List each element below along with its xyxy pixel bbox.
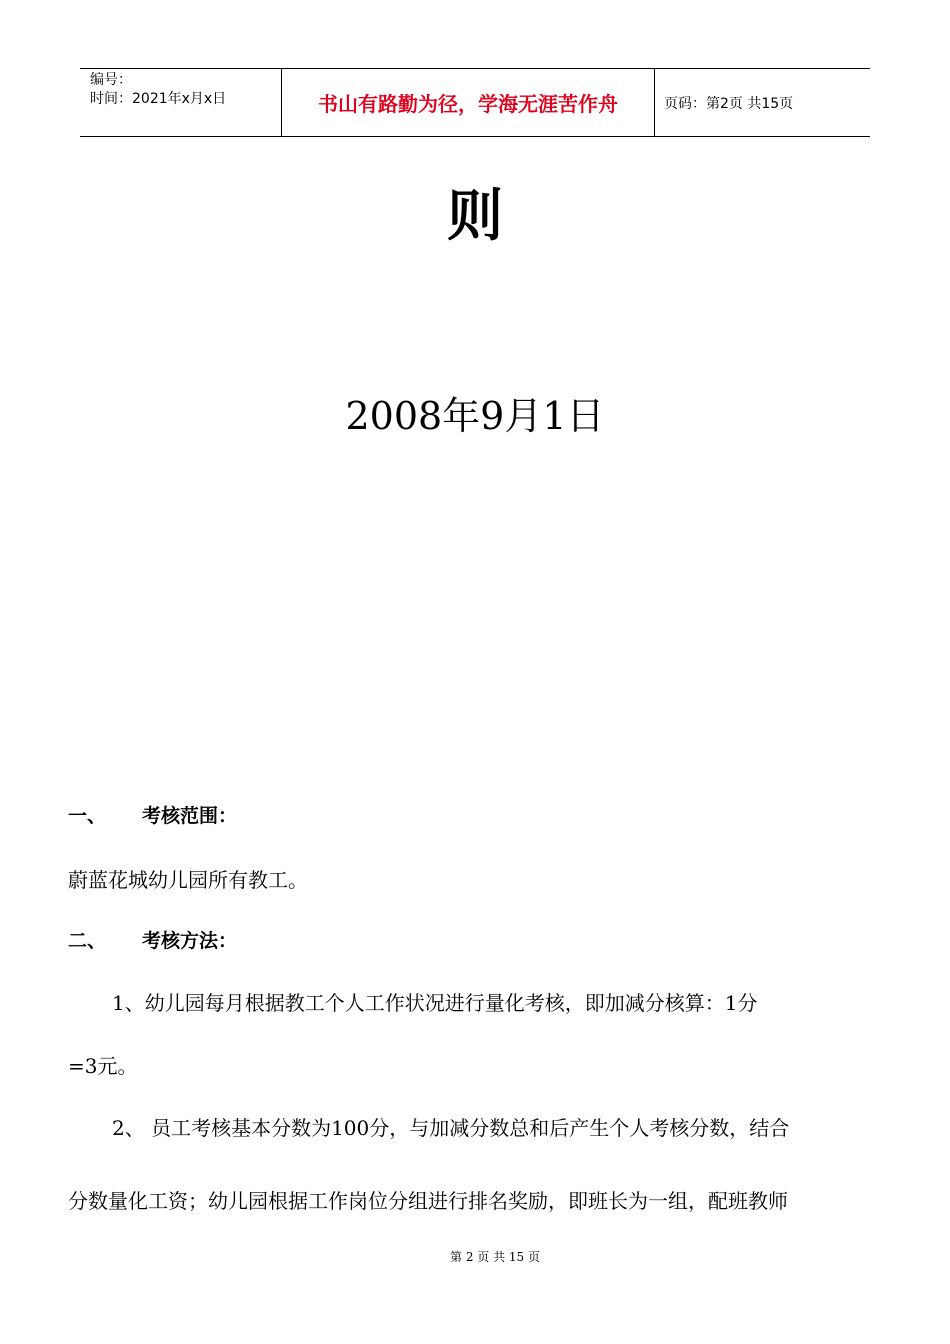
section-number: 二、 bbox=[68, 930, 107, 952]
section-title: 考核范围： bbox=[142, 805, 238, 827]
section-number: 一、 bbox=[68, 805, 107, 827]
section-heading-scope bbox=[68, 801, 237, 828]
motto: 书山有路勤为径，学海无涯苦作舟 bbox=[281, 69, 655, 136]
time-label: 时间：2021年x月x日 bbox=[90, 91, 227, 107]
section-heading-method bbox=[68, 926, 237, 953]
title-character: 则 bbox=[447, 184, 503, 249]
page-header bbox=[80, 68, 870, 137]
number-label: 编号： bbox=[90, 72, 132, 88]
method-p1-line1: 1、幼儿园每月根据教工个人工作状况进行量化考核，即加减分核算：1分 bbox=[112, 991, 758, 1015]
scope-text: 蔚蓝花城幼儿园所有教工。 bbox=[68, 868, 308, 892]
document-date: 2008年9月1日 bbox=[345, 394, 605, 438]
method-p2-line2: 分数量化工资；幼儿园根据工作岗位分组进行排名奖励，即班长为一组，配班教师 bbox=[68, 1189, 788, 1213]
method-p2-line1: 2、 员工考核基本分数为100分，与加减分数总和后产生个人考核分数，结合 bbox=[112, 1116, 790, 1140]
section-title: 考核方法： bbox=[142, 930, 238, 952]
method-p1-line2: =3元。 bbox=[68, 1054, 138, 1078]
page-footer: 第 2 页 共 15 页 bbox=[450, 1250, 540, 1264]
header-left-cell bbox=[80, 69, 281, 136]
page-info: 页码：第2页 共15页 bbox=[664, 95, 794, 112]
